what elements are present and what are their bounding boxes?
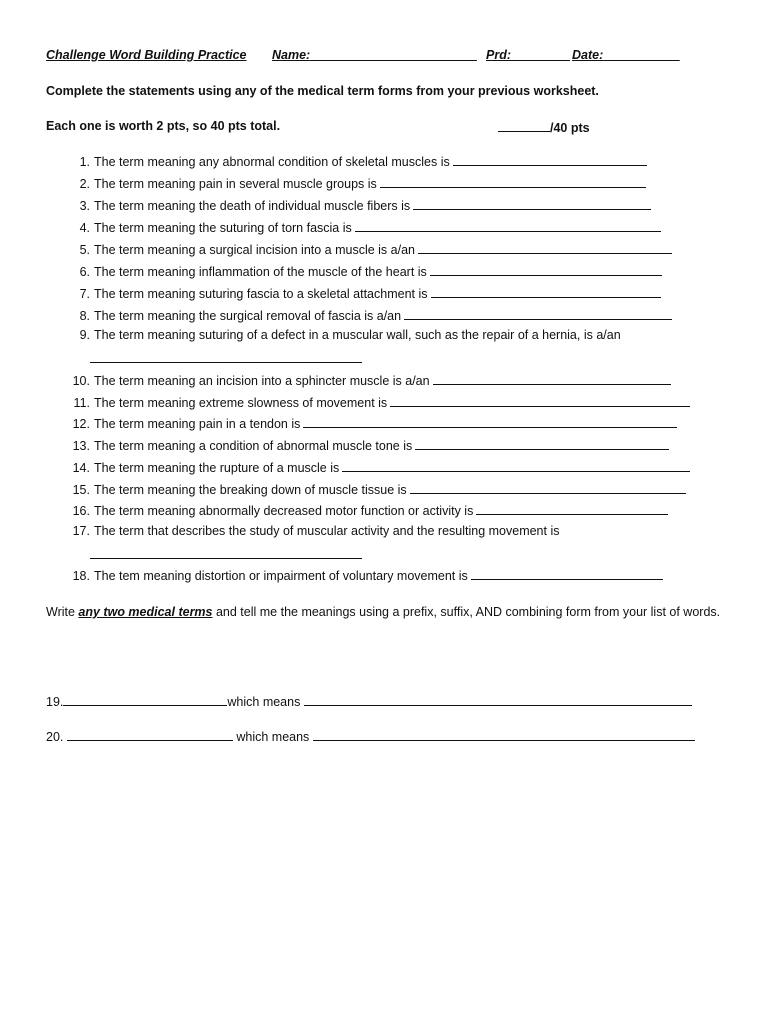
points-text: Each one is worth 2 pts, so 40 pts total. (46, 119, 281, 133)
question-5 (68, 241, 672, 257)
question-16 (68, 502, 668, 518)
question-text: The term meaning a surgical incision into a muscle is a/an (94, 243, 415, 257)
term-blank[interactable] (63, 693, 227, 706)
answer-blank[interactable] (471, 567, 663, 580)
question-text: The term meaning an incision into a sphincter muscle is a/an (94, 374, 430, 388)
answer-blank[interactable] (431, 285, 661, 298)
answer-blank-question-9[interactable] (90, 362, 362, 363)
question-11 (68, 394, 690, 410)
question-text: The term that describes the study of muscular activity and the resulting movement is (94, 524, 560, 538)
answer-blank[interactable] (430, 263, 662, 276)
question-13 (68, 437, 669, 453)
score-blank[interactable] (498, 119, 550, 132)
question-text: The term meaning the death of individual muscle fibers is (94, 199, 411, 213)
question-number: 9. (79, 328, 90, 342)
question-14 (68, 459, 690, 475)
question-text: The term meaning suturing fascia to a skeletal attachment is (94, 287, 428, 301)
question-number: 7. (79, 287, 90, 301)
date-label-text: Date: (572, 48, 604, 62)
answer-blank-question-17[interactable] (90, 558, 362, 559)
answer-blank[interactable] (410, 481, 686, 494)
answer-blank[interactable] (476, 502, 668, 515)
worksheet-header (46, 48, 690, 66)
question-1 (68, 153, 647, 169)
name-label (272, 48, 477, 62)
question-number: 15. (72, 483, 90, 497)
meaning-blank[interactable] (304, 693, 692, 706)
term-blank[interactable] (67, 728, 233, 741)
answer-blank[interactable] (418, 241, 672, 254)
answer-blank[interactable] (355, 219, 661, 232)
answer-blank[interactable] (413, 197, 651, 210)
question-text: The term meaning the rupture of a muscle is (94, 461, 340, 475)
question-number: 13. (72, 439, 90, 453)
question-12 (68, 415, 677, 431)
write-prompt-before: Write (46, 605, 79, 619)
question-number: 1. (79, 155, 90, 169)
question-number: 10. (72, 374, 90, 388)
question-number: 17. (72, 524, 90, 538)
question-8 (68, 307, 672, 323)
question-7 (68, 285, 661, 301)
question-text: The term meaning inflammation of the muscle of the heart is (94, 265, 427, 279)
question-text: The term meaning the suturing of torn fascia is (94, 221, 352, 235)
question-text: The term meaning abnormally decreased motor function or activity is (94, 504, 474, 518)
question-9 (68, 328, 621, 342)
prd-label (486, 48, 570, 62)
question-6 (68, 263, 662, 279)
write-prompt-emphasis: any two medical terms (78, 605, 213, 619)
answer-blank[interactable] (404, 307, 672, 320)
worksheet-title: Challenge Word Building Practice (46, 48, 247, 62)
bonus-means-label: which means (227, 695, 301, 709)
answer-blank[interactable] (390, 394, 690, 407)
question-text: The term meaning suturing of a defect in a muscular wall, such as the repair of a hernia, is a/an (94, 328, 621, 342)
answer-blank[interactable] (342, 459, 690, 472)
question-text: The term meaning the surgical removal of fascia is a/an (94, 309, 402, 323)
instructions-text: Complete the statements using any of the medical term forms from your previous worksheet. (46, 84, 599, 98)
question-17 (68, 524, 560, 538)
score-total: /40 pts (550, 121, 590, 135)
date-label (572, 48, 680, 62)
score-field (498, 119, 590, 135)
answer-blank[interactable] (453, 153, 647, 166)
answer-blank[interactable] (380, 175, 646, 188)
question-text: The term meaning pain in a tendon is (94, 417, 301, 431)
question-4 (68, 219, 661, 235)
question-number: 11. (73, 396, 90, 410)
bonus-question-19 (46, 693, 692, 709)
question-number: 6. (79, 265, 90, 279)
question-15 (68, 481, 686, 497)
bonus-number: 20. (46, 730, 64, 744)
answer-blank[interactable] (415, 437, 669, 450)
answer-blank[interactable] (433, 372, 671, 385)
question-text: The term meaning extreme slowness of movement is (94, 396, 388, 410)
question-number: 3. (79, 199, 90, 213)
question-text: The term meaning a condition of abnormal muscle tone is (94, 439, 413, 453)
question-number: 18. (72, 569, 90, 583)
meaning-blank[interactable] (313, 728, 695, 741)
question-text: The term meaning any abnormal condition of skeletal muscles is (94, 155, 450, 169)
question-number: 8. (79, 309, 90, 323)
question-number: 16. (72, 504, 90, 518)
question-text: The term meaning pain in several muscle groups is (94, 177, 377, 191)
prd-label-text: Prd: (486, 48, 511, 62)
question-2 (68, 175, 646, 191)
question-number: 14. (72, 461, 90, 475)
bonus-means-label: which means (236, 730, 310, 744)
write-prompt-after: and tell me the meanings using a prefix, suffix, AND combining form from your list of words. (212, 605, 721, 619)
answer-blank[interactable] (303, 415, 677, 428)
write-prompt (46, 601, 726, 624)
question-number: 4. (79, 221, 90, 235)
question-number: 5. (79, 243, 90, 257)
question-18 (68, 567, 663, 583)
name-label-text: Name: (272, 48, 311, 62)
question-3 (68, 197, 651, 213)
question-number: 12. (72, 417, 90, 431)
bonus-question-20 (46, 728, 695, 744)
question-10 (68, 372, 671, 388)
bonus-number: 19. (46, 695, 64, 709)
question-number: 2. (79, 177, 90, 191)
question-text: The term meaning the breaking down of muscle tissue is (94, 483, 407, 497)
question-text: The tem meaning distortion or impairment of voluntary movement is (94, 569, 468, 583)
